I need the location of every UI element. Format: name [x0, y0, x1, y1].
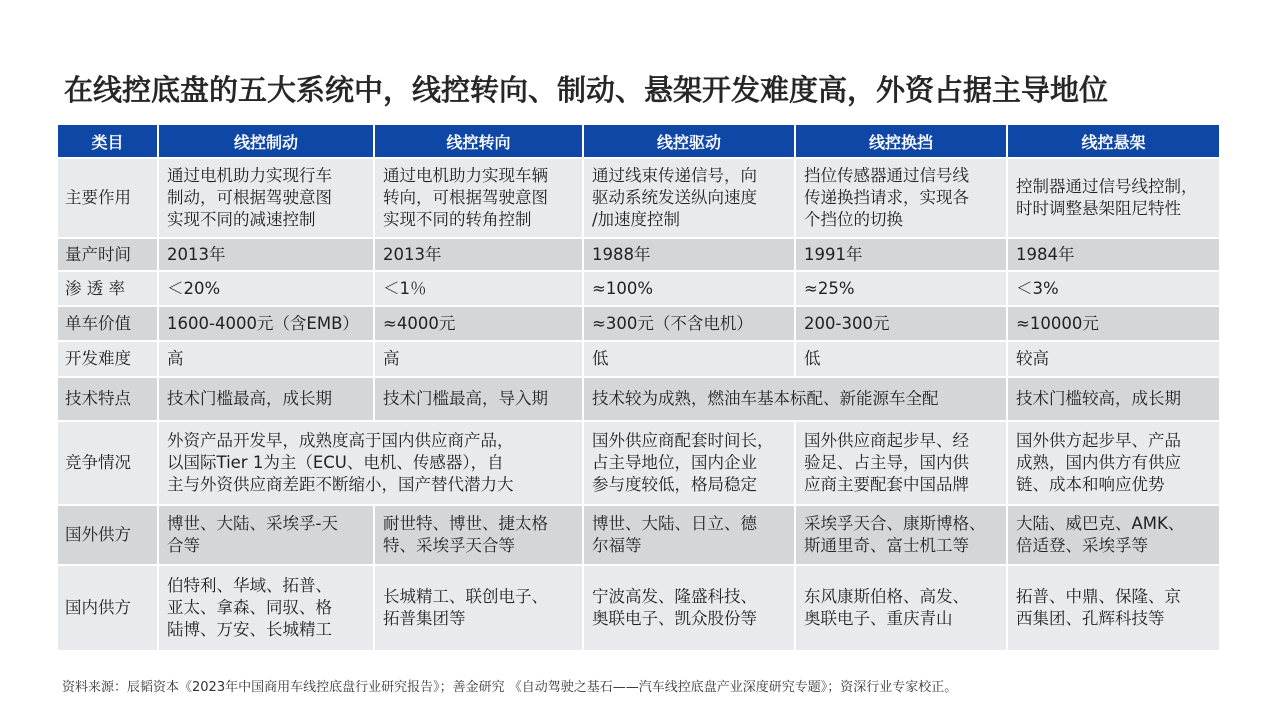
row-category: 主要作用 [58, 158, 158, 238]
table-cell: 高 [374, 341, 583, 377]
table-cell: 低 [583, 341, 795, 377]
header-category: 类目 [58, 125, 158, 158]
table-cell: ≈10000元 [1007, 306, 1219, 341]
table-cell: 耐世特、博世、捷太格 特、采埃孚天合等 [374, 505, 583, 565]
row-category: 渗 透 率 [58, 271, 158, 306]
table-header-row [58, 125, 1219, 158]
table-cell: 1991年 [795, 238, 1007, 271]
table-row [58, 238, 1219, 271]
table-cell: ＜20% [158, 271, 374, 306]
table-cell: 国外供应商配套时间长， 占主导地位，国内企业 参与度较低，格局稳定 [583, 421, 795, 505]
table-cell: 技术较为成熟，燃油车基本标配、新能源车全配 [583, 377, 1007, 421]
row-category: 开发难度 [58, 341, 158, 377]
table-cell: 2013年 [158, 238, 374, 271]
source-note: 资料来源：辰韬资本《2023年中国商用车线控底盘行业研究报告》；善金研究 《自动驾驶之基石——汽车线控底盘产业深度研究专题》；资深行业专家校正。 [62, 680, 958, 695]
table-cell: 长城精工、联创电子、 拓普集团等 [374, 565, 583, 650]
table-cell: 技术门槛较高，成长期 [1007, 377, 1219, 421]
header-drive: 线控驱动 [583, 125, 795, 158]
table-cell: 国外供方起步早、产品 成熟，国内供方有供应 链、成本和响应优势 [1007, 421, 1219, 505]
table-row [58, 505, 1219, 565]
table-cell: 技术门槛最高，导入期 [374, 377, 583, 421]
table-cell: ＜1％ [374, 271, 583, 306]
table-cell: 较高 [1007, 341, 1219, 377]
table-cell: 技术门槛最高，成长期 [158, 377, 374, 421]
table-cell: 2013年 [374, 238, 583, 271]
table-row [58, 377, 1219, 421]
table-cell: ＜3% [1007, 271, 1219, 306]
table-cell: 拓普、中鼎、保隆、京 西集团、孔辉科技等 [1007, 565, 1219, 650]
table-row [58, 306, 1219, 341]
table-cell: 东风康斯伯格、高发、 奥联电子、重庆青山 [795, 565, 1007, 650]
header-steering: 线控转向 [374, 125, 583, 158]
row-category: 国外供方 [58, 505, 158, 565]
table-cell: ≈100% [583, 271, 795, 306]
table-cell: 挡位传感器通过信号线 传递换挡请求，实现各 个挡位的切换 [795, 158, 1007, 238]
table-cell: 1984年 [1007, 238, 1219, 271]
header-brake: 线控制动 [158, 125, 374, 158]
table-cell: 伯特利、华域、拓普、 亚太、拿森、同驭、格 陆博、万安、长城精工 [158, 565, 374, 650]
table-row [58, 158, 1219, 238]
header-suspension: 线控悬架 [1007, 125, 1219, 158]
row-category: 量产时间 [58, 238, 158, 271]
header-shift: 线控换挡 [795, 125, 1007, 158]
table-cell: 通过电机助力实现行车 制动，可根据驾驶意图 实现不同的减速控制 [158, 158, 374, 238]
table-cell: 采埃孚天合、康斯博格、 斯通里奇、富士机工等 [795, 505, 1007, 565]
row-category: 国内供方 [58, 565, 158, 650]
table-row [58, 271, 1219, 306]
row-category: 技术特点 [58, 377, 158, 421]
table-cell: 通过线束传递信号，向 驱动系统发送纵向速度 /加速度控制 [583, 158, 795, 238]
table-cell: ≈4000元 [374, 306, 583, 341]
table-cell: 宁波高发、隆盛科技、 奥联电子、凯众股份等 [583, 565, 795, 650]
table-cell: 低 [795, 341, 1007, 377]
table-cell: 外资产品开发早，成熟度高于国内供应商产品， 以国际Tier 1为主（ECU、电机、传感器），自 主与外资供应商差距不断缩小，国产替代潜力大 [158, 421, 583, 505]
table-cell: ≈300元（不含电机） [583, 306, 795, 341]
table-cell: 通过电机助力实现车辆 转向，可根据驾驶意图 实现不同的转角控制 [374, 158, 583, 238]
table-cell: 1988年 [583, 238, 795, 271]
row-category: 单车价值 [58, 306, 158, 341]
table-row [58, 341, 1219, 377]
table-cell: ≈25% [795, 271, 1007, 306]
table-row [58, 565, 1219, 650]
table-cell: 1600-4000元（含EMB） [158, 306, 374, 341]
table-row [58, 421, 1219, 505]
table-cell: 博世、大陆、采埃孚-天 合等 [158, 505, 374, 565]
table-cell: 200-300元 [795, 306, 1007, 341]
comparison-table [58, 125, 1219, 650]
page-title: 在线控底盘的五大系统中，线控转向、制动、悬架开发难度高，外资占据主导地位 [64, 73, 1109, 107]
table-cell: 博世、大陆、日立、德 尔福等 [583, 505, 795, 565]
row-category: 竞争情况 [58, 421, 158, 505]
table-cell: 大陆、威巴克、AMK、 倍适登、采埃孚等 [1007, 505, 1219, 565]
table-cell: 高 [158, 341, 374, 377]
table-cell: 控制器通过信号线控制， 时时调整悬架阻尼特性 [1007, 158, 1219, 238]
table-cell: 国外供应商起步早、经 验足、占主导，国内供 应商主要配套中国品牌 [795, 421, 1007, 505]
